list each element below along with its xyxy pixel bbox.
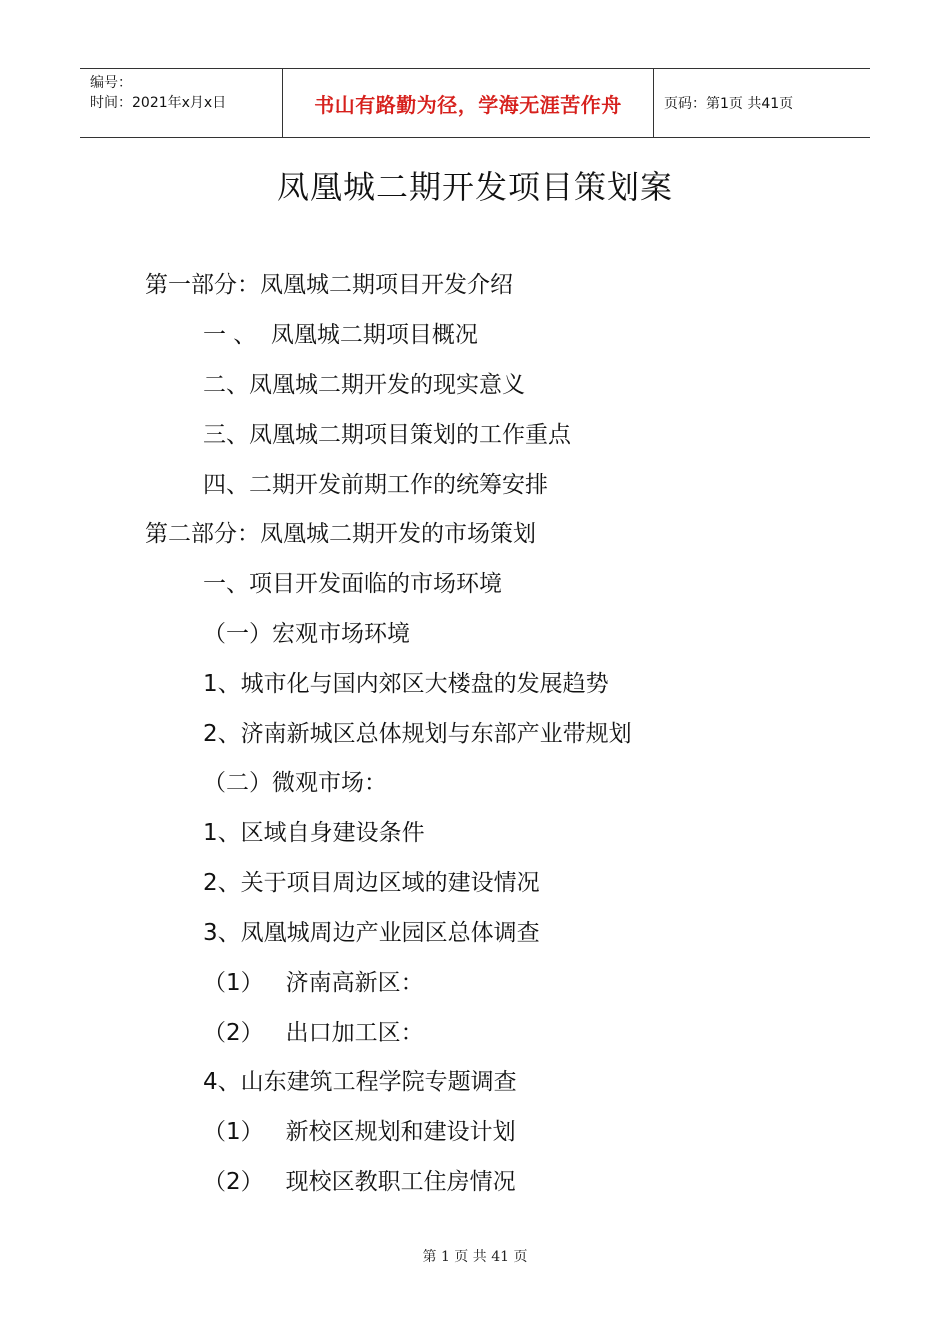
outline-item: 1、区域自身建设条件	[203, 820, 425, 846]
header-meta	[80, 69, 282, 137]
outline-item: （1） 新校区规划和建设计划	[203, 1119, 516, 1145]
outline-item: 二、凤凰城二期开发的现实意义	[203, 372, 525, 398]
outline-item: 1、城市化与国内郊区大楼盘的发展趋势	[203, 671, 609, 697]
outline-item: 一 、 凤凰城二期项目概况	[203, 322, 478, 348]
section-heading-2: 第二部分：凤凰城二期开发的市场策划	[145, 521, 536, 547]
outline-item: （一）宏观市场环境	[203, 621, 410, 647]
header-motto: 书山有路勤为径，学海无涯苦作舟	[282, 69, 654, 137]
header-page-info: 页码：第1页 共41页	[664, 96, 794, 112]
document-title: 凤凰城二期开发项目策划案	[276, 168, 673, 206]
header-table	[80, 68, 870, 138]
section-heading-1: 第一部分：凤凰城二期项目开发介绍	[145, 272, 513, 298]
outline-item: 3、凤凰城周边产业园区总体调查	[203, 920, 540, 946]
outline-item: （1） 济南高新区：	[203, 970, 424, 996]
serial-label: 编号：	[90, 75, 132, 91]
outline-item: 三、凤凰城二期项目策划的工作重点	[203, 422, 571, 448]
outline-item: （二）微观市场：	[203, 770, 387, 796]
outline-item: 2、济南新城区总体规划与东部产业带规划	[203, 721, 632, 747]
outline-item: 2、关于项目周边区域的建设情况	[203, 870, 540, 896]
outline-item: 4、山东建筑工程学院专题调查	[203, 1069, 517, 1095]
outline-item: 四、二期开发前期工作的统筹安排	[203, 472, 548, 498]
date-label: 时间：2021年x月x日	[90, 95, 227, 111]
outline-item: 一、项目开发面临的市场环境	[203, 571, 502, 597]
page-footer: 第 1 页 共 41 页	[422, 1249, 528, 1265]
outline-item: （2） 现校区教职工住房情况	[203, 1169, 516, 1195]
outline-item: （2） 出口加工区：	[203, 1020, 424, 1046]
